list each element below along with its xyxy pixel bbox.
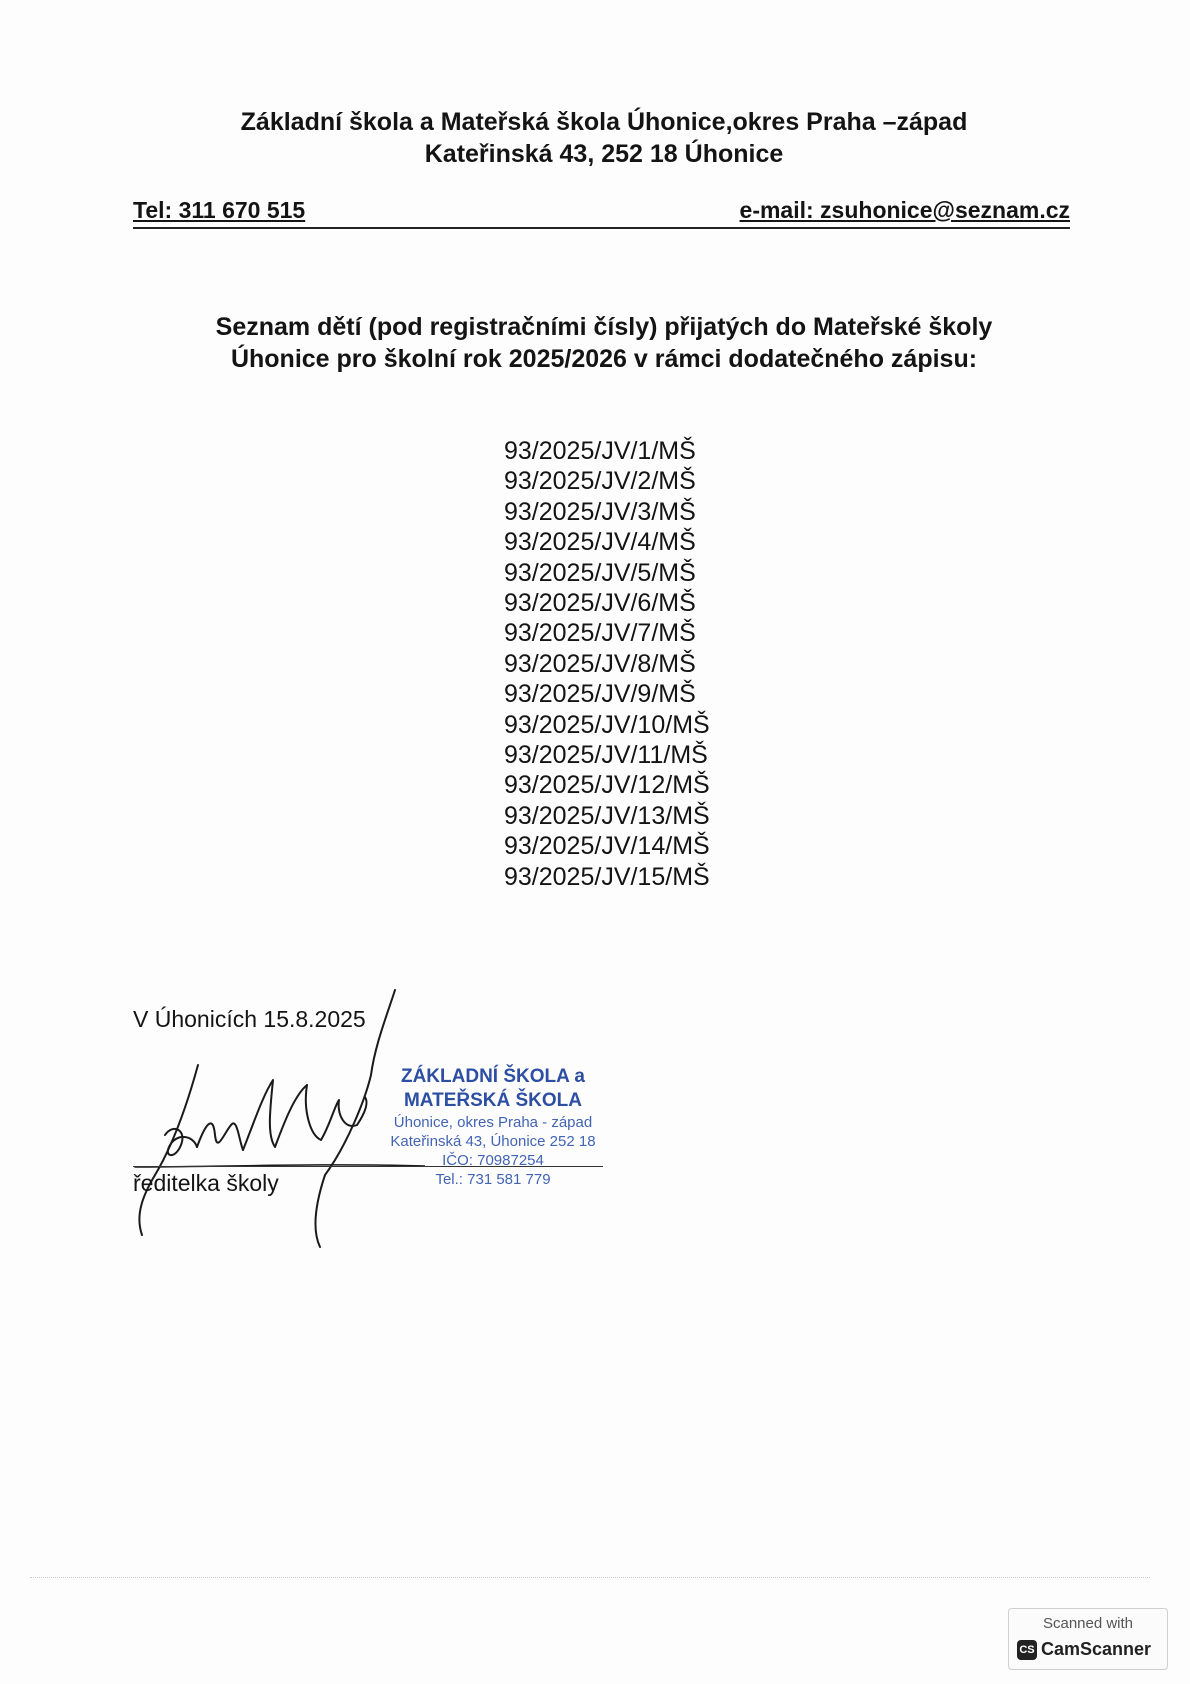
camscanner-logo-icon: CS (1017, 1640, 1037, 1660)
watermark-brand: CamScanner (1041, 1639, 1152, 1659)
signatory-role: ředitelka školy (133, 1170, 279, 1196)
registration-number: 93/2025/JV/15/MŠ (504, 862, 710, 891)
phone-number: Tel: 311 670 515 (133, 197, 306, 223)
list-heading-line-2: Úhonice pro školní rok 2025/2026 v rámci dodatečného zápisu: (230, 345, 978, 373)
registration-number: 93/2025/JV/12/MŠ (504, 771, 710, 800)
school-stamp (368, 1065, 618, 1189)
camscanner-watermark (1008, 1608, 1168, 1670)
stamp-line: Tel.: 731 581 779 (435, 1171, 551, 1188)
school-address: Kateřinská 43, 252 18 Úhonice (424, 140, 784, 168)
registration-number: 93/2025/JV/13/MŠ (504, 801, 710, 830)
stamp-line: Kateřinská 43, Úhonice 252 18 (390, 1133, 596, 1150)
registration-number-list (504, 436, 710, 892)
registration-number: 93/2025/JV/3/MŠ (504, 497, 696, 526)
registration-number: 93/2025/JV/11/MŠ (504, 741, 708, 770)
registration-number: 93/2025/JV/6/MŠ (504, 589, 696, 618)
stamp-line: ZÁKLADNÍ ŠKOLA a (400, 1066, 586, 1087)
registration-number: 93/2025/JV/8/MŠ (504, 649, 696, 678)
bottom-divider (30, 1577, 1150, 1578)
contact-row (133, 195, 1070, 229)
stamp-line: Úhonice, okres Praha - západ (393, 1114, 593, 1131)
registration-number: 93/2025/JV/10/MŠ (504, 710, 710, 739)
email-address: e-mail: zsuhonice@seznam.cz (739, 197, 1070, 223)
registration-number: 93/2025/JV/14/MŠ (504, 832, 710, 861)
stamp-line: IČO: 70987254 (442, 1152, 544, 1169)
stamp-line: MATEŘSKÁ ŠKOLA (403, 1090, 583, 1111)
registration-number: 93/2025/JV/9/MŠ (504, 680, 696, 709)
registration-number: 93/2025/JV/1/MŠ (504, 437, 696, 465)
registration-number: 93/2025/JV/5/MŠ (504, 558, 696, 587)
registration-number: 93/2025/JV/2/MŠ (504, 467, 696, 496)
registration-number: 93/2025/JV/4/MŠ (504, 528, 696, 557)
watermark-caption: Scanned with (1042, 1615, 1134, 1632)
registration-number: 93/2025/JV/7/MŠ (504, 619, 696, 648)
place-and-date: V Úhonicích 15.8.2025 (133, 1006, 366, 1032)
school-name: Základní škola a Mateřská škola Úhonice,okres Praha –západ (240, 108, 968, 136)
list-heading-line-1: Seznam dětí (pod registračními čísly) přijatých do Mateřské školy (215, 313, 993, 341)
